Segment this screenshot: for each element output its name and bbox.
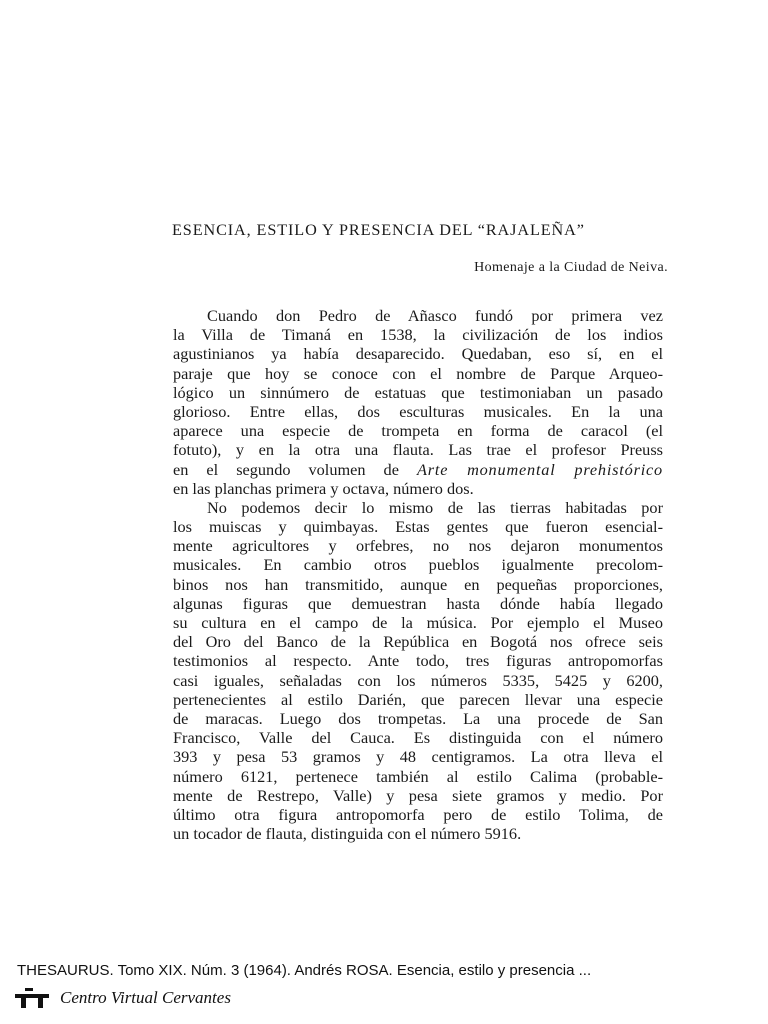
body-line-segment: en el segundo volumen de xyxy=(173,459,399,479)
body-line: un tocador de flauta, distinguida con el número 5916. xyxy=(173,824,522,844)
body-line: número 6121, pertenece también al estilo Calima (probable- xyxy=(173,766,663,786)
body-line: lógico un sinnúmero de estatuas que testimoniaban un pasado xyxy=(173,382,663,402)
footer-citation: THESAURUS. Tomo XIX. Núm. 3 (1964). Andrés ROSA. Esencia, estilo y presencia ... xyxy=(17,962,592,979)
cvc-brand-name: Centro Virtual Cervantes xyxy=(60,988,231,1007)
body-line: binos nos han transmitido, aunque en pequeñas proporciones, xyxy=(173,574,663,594)
body-line: del Oro del Banco de la República en Bogotá nos ofrece seis xyxy=(173,632,663,652)
body-line: mente de Restrepo, Valle) y pesa siete gramos y medio. Por xyxy=(173,785,663,805)
body-line: los muiscas y quimbayas. Estas gentes que fueron esencial- xyxy=(173,517,663,537)
body-line: su cultura en el campo de la música. Por ejemplo el Museo xyxy=(173,613,663,632)
body-line: glorioso. Entre ellas, dos esculturas musicales. En la una xyxy=(173,401,663,421)
body-line: mente agricultores y orfebres, no nos dejaron monumentos xyxy=(173,536,663,556)
body-line: 393 y pesa 53 gramos y 48 centigramos. La otra lleva el xyxy=(173,747,663,767)
body-line: agustinianos ya había desaparecido. Quedaban, eso sí, en el xyxy=(173,344,663,364)
cvc-logo-icon xyxy=(14,987,52,1009)
body-line: fotuto), y en la otra una flauta. Las trae el profesor Preuss xyxy=(173,440,663,460)
body-line: Cuando don Pedro de Añasco fundó por primera vez xyxy=(207,306,663,325)
body-line: algunas figuras que demuestran hasta dónde había llegado xyxy=(173,593,663,613)
body-line: No podemos decir lo mismo de las tierras habitadas por xyxy=(207,497,663,517)
body-line: casi iguales, señaladas con los números 5335, 5425 y 6200, xyxy=(173,670,663,690)
body-line: último otra figura antropomorfa pero de estilo Tolima, de xyxy=(173,804,663,824)
book-title: Arte monumental prehistórico xyxy=(416,459,663,479)
body-line: de maracas. Luego dos trompetas. La una procede de San xyxy=(173,708,663,728)
body-line: musicales. En cambio otros pueblos igualmente precolom- xyxy=(173,555,663,575)
body-line: paraje que hoy se conoce con el nombre de Parque Arqueo- xyxy=(173,363,663,383)
body-line: en las planchas primera y octava, número dos. xyxy=(173,478,474,498)
cvc-brand xyxy=(14,987,231,1009)
body-line: la Villa de Timaná en 1538, la civilización de los indios xyxy=(173,325,663,345)
body-line: Francisco, Valle del Cauca. Es distinguida con el número xyxy=(173,728,663,748)
body-line: aparece una especie de trompeta en forma de caracol (el xyxy=(173,421,663,441)
body-line: testimonios al respecto. Ante todo, tres figuras antropomorfas xyxy=(173,651,663,671)
body-line: pertenecientes al estilo Darién, que parecen llevar una especie xyxy=(173,689,663,709)
article-body xyxy=(173,306,663,843)
article-title: ESENCIA, ESTILO Y PRESENCIA DEL “RAJALEÑA” xyxy=(172,221,585,239)
body-line-with-book-title xyxy=(173,460,663,479)
dedication: Homenaje a la Ciudad de Neiva. xyxy=(474,260,668,275)
